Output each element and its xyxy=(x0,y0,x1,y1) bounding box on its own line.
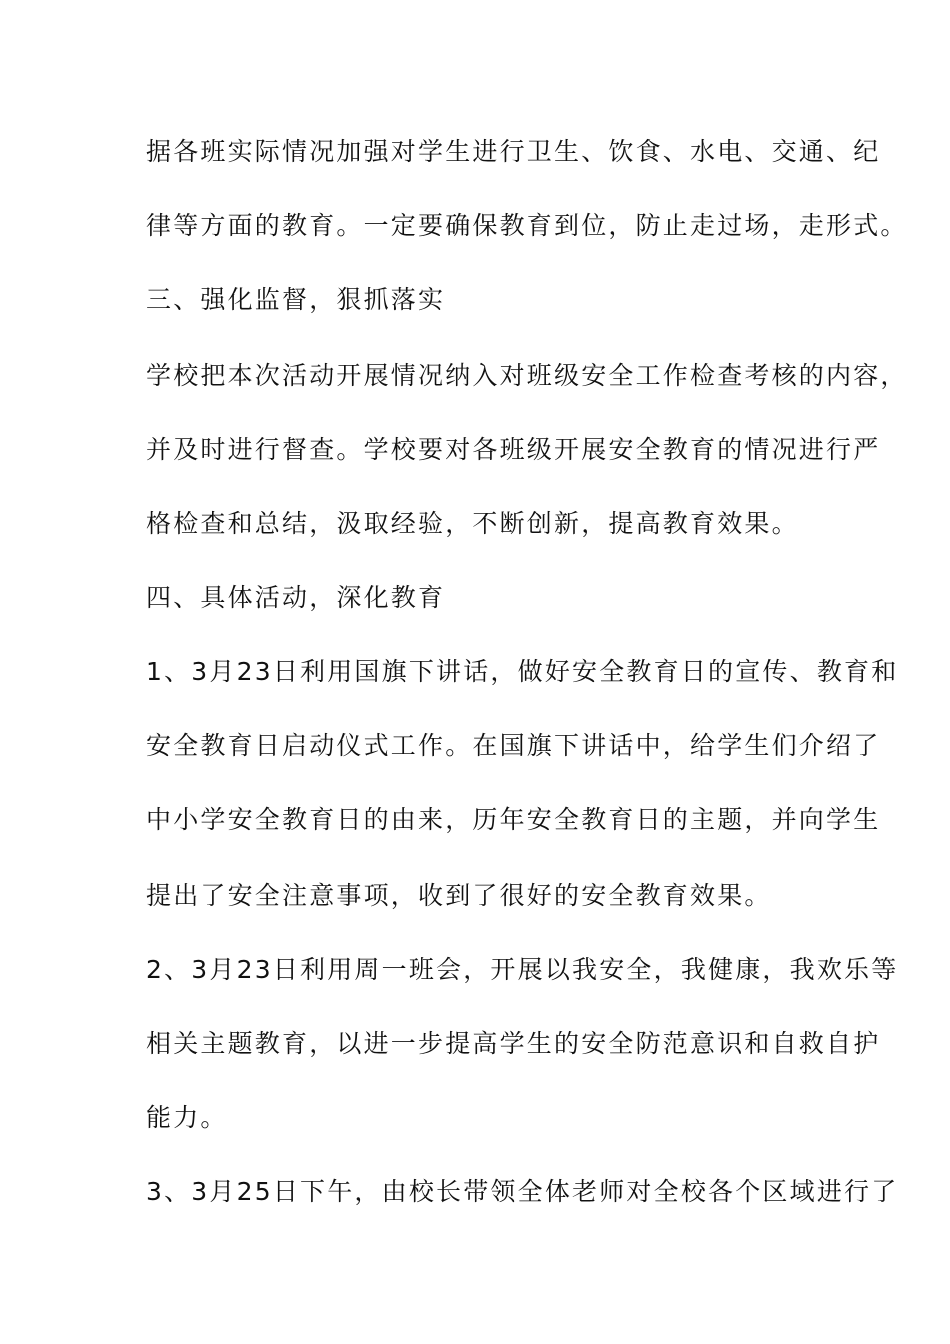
text-line: 中小学安全教育日的由来，历年安全教育日的主题，并向学生 xyxy=(146,805,881,834)
text-line: 相关主题教育，以进一步提高学生的安全防范意识和自救自护 xyxy=(146,1029,881,1058)
text-line: 律等方面的教育。一定要确保教育到位，防止走过场，走形式。 xyxy=(146,211,908,240)
text-line: 并及时进行督查。学校要对各班级开展安全教育的情况进行严 xyxy=(146,435,881,464)
text-line: 学校把本次活动开展情况纳入对班级安全工作检查考核的内容， xyxy=(146,361,908,390)
text-line: 安全教育日启动仪式工作。在国旗下讲话中，给学生们介绍了 xyxy=(146,731,881,760)
text-line: 3、3月25日下午，由校长带领全体老师对全校各个区域进行了 xyxy=(146,1177,899,1206)
section-heading: 四、具体活动，深化教育 xyxy=(146,583,446,612)
text-line: 2、3月23日利用周一班会，开展以我安全，我健康，我欢乐等 xyxy=(146,955,899,984)
text-line: 提出了安全注意事项，收到了很好的安全教育效果。 xyxy=(146,881,772,910)
text-line: 能力。 xyxy=(146,1103,228,1132)
text-line: 1、3月23日利用国旗下讲话，做好安全教育日的宣传、教育和 xyxy=(146,657,899,686)
text-line: 据各班实际情况加强对学生进行卫生、饮食、水电、交通、纪 xyxy=(146,137,881,166)
text-line: 格检查和总结，汲取经验，不断创新，提高教育效果。 xyxy=(146,509,799,538)
section-heading: 三、强化监督，狠抓落实 xyxy=(146,285,446,314)
